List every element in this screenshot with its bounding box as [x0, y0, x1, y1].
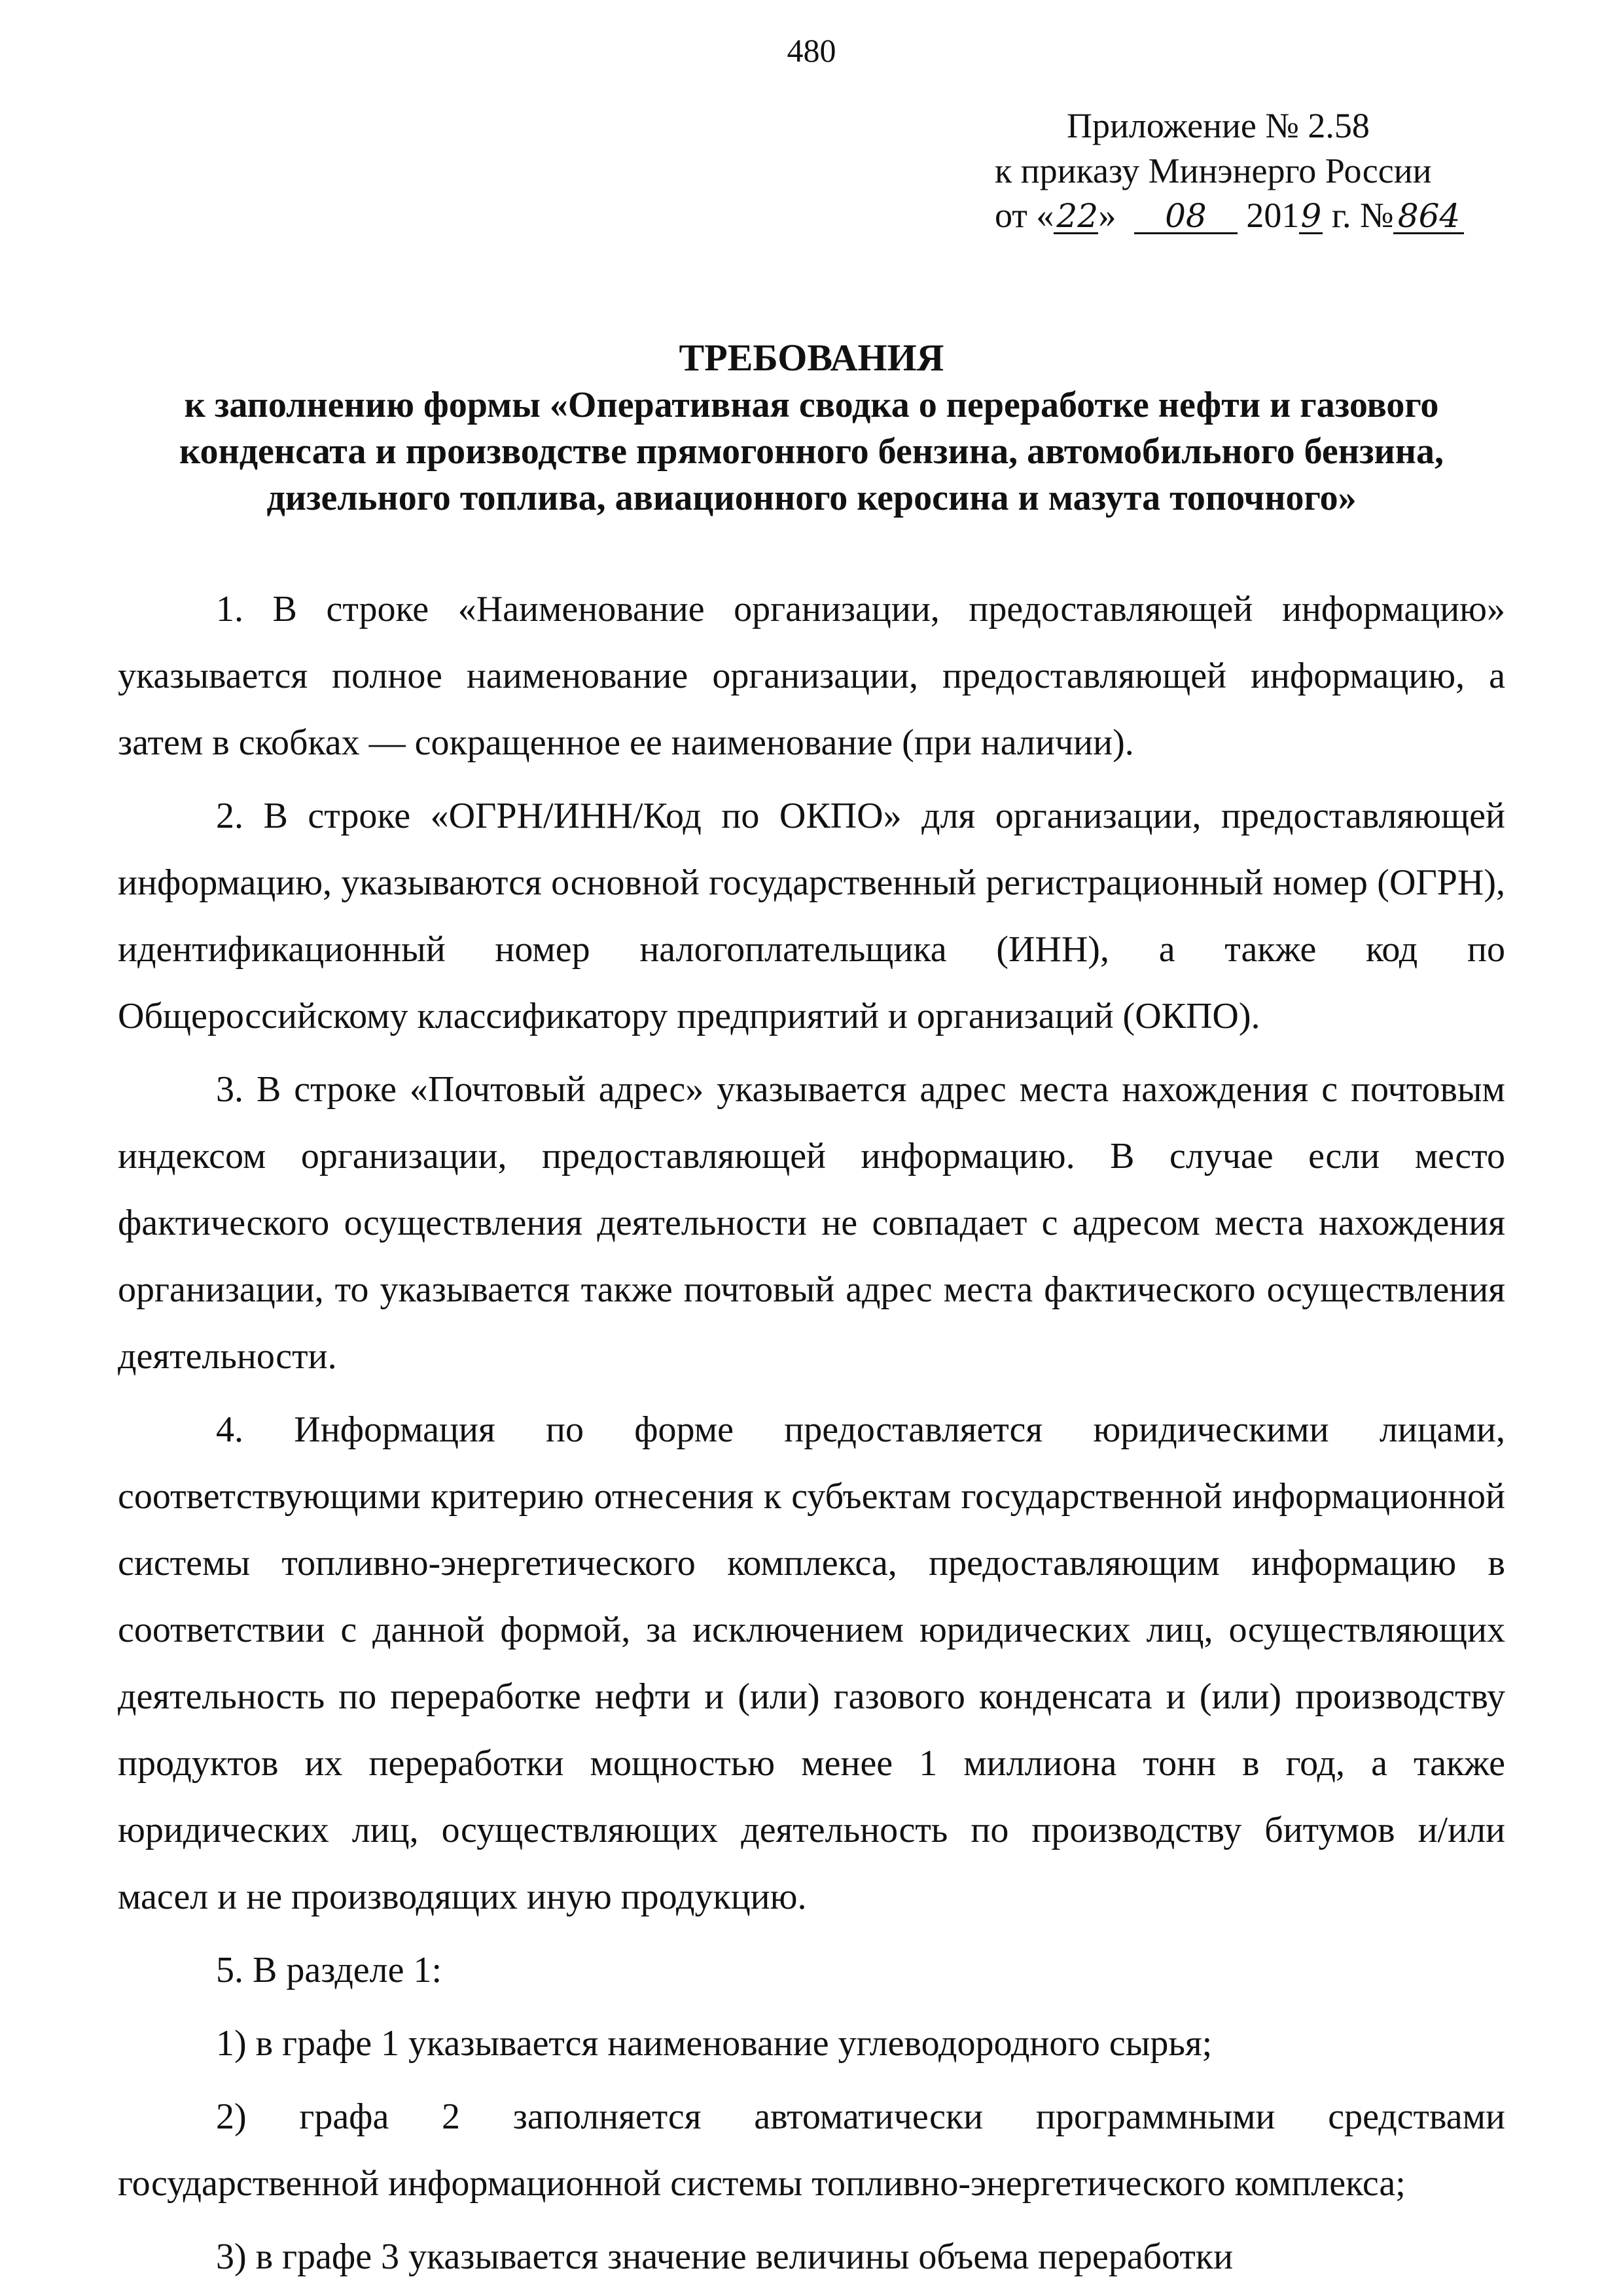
paragraph-4: 4. Информация по форме предоставляется юридическими лицами, соответствующими критерию отнесения к субъектам государственной информационной системы топливно-энергетического комплекса, предоставляющим информацию в соответствии с данной формой, за исключением юридических лиц, осуществляющих деятельность по переработке нефти и (или) газового конденсата и (или) производству продуктов их переработки мощностью менее 1 миллиона тонн в год, а также юридических лиц, осуществляющих деятельность по производству битумов и/или масел и не производящих иную продукцию.	[118, 1409, 1505, 1917]
date-prefix: от «	[995, 196, 1054, 236]
year-prefix: 201	[1246, 196, 1300, 236]
paragraph-5-item-3: 3) в графе 3 указывается значение величины объема переработки	[216, 2236, 1234, 2277]
date-day-close: »	[1098, 196, 1116, 236]
appendix-line-2: к приказу Минэнерго России	[995, 150, 1432, 190]
appendix-block	[969, 103, 1505, 238]
handwritten-month: 08	[1134, 200, 1238, 234]
handwritten-day: 22	[1054, 200, 1098, 234]
document-title	[118, 334, 1505, 521]
paragraph-5: 5. В разделе 1:	[216, 1950, 442, 1990]
title-heading: ТРЕБОВАНИЯ	[679, 336, 944, 379]
page-number: 480	[787, 32, 836, 69]
order-number-prefix: г. №	[1331, 196, 1394, 236]
title-line-1: к заполнению формы «Оперативная сводка о переработке нефти и газового	[184, 384, 1439, 425]
paragraph-3: 3. В строке «Почтовый адрес» указывается адрес места нахождения с почтовым индексом организации, предоставляющей информацию. В случае если место фактического осуществления деятельности не совпадает с адресом места нахождения организации, то указывается также почтовый адрес места фактического осуществления деятельности.	[118, 1069, 1505, 1377]
paragraph-1: 1. В строке «Наименование организации, предоставляющей информацию» указывается полное наименование организации, предоставляющей информацию, а затем в скобках — сокращенное ее наименование (при наличии).	[118, 589, 1505, 763]
appendix-date-line	[969, 193, 1505, 238]
handwritten-order-number: 864	[1393, 200, 1464, 234]
paragraph-2: 2. В строке «ОГРН/ИНН/Код по ОКПО» для организации, предоставляющей информацию, указываются основной государственный регистрационный номер (ОГРН), идентификационный номер налогоплательщика (ИНН), а также код по Общероссийскому классификатору предприятий и организаций (ОКПО).	[118, 796, 1505, 1036]
appendix-line-1: Приложение № 2.58	[1067, 106, 1370, 145]
paragraph-5-item-2: 2) графа 2 заполняется автоматически программными средствами государственной информационной системы топливно-энергетического комплекса;	[118, 2096, 1505, 2204]
title-line-3: дизельного топлива, авиационного керосина и мазута топочного»	[266, 477, 1357, 518]
handwritten-year-digit: 9	[1299, 200, 1323, 234]
title-line-2: конденсата и производстве прямогонного бензина, автомобильного бензина,	[179, 431, 1444, 472]
document-body	[118, 576, 1505, 2290]
paragraph-5-item-1: 1) в графе 1 указывается наименование углеводородного сырья;	[216, 2023, 1213, 2064]
